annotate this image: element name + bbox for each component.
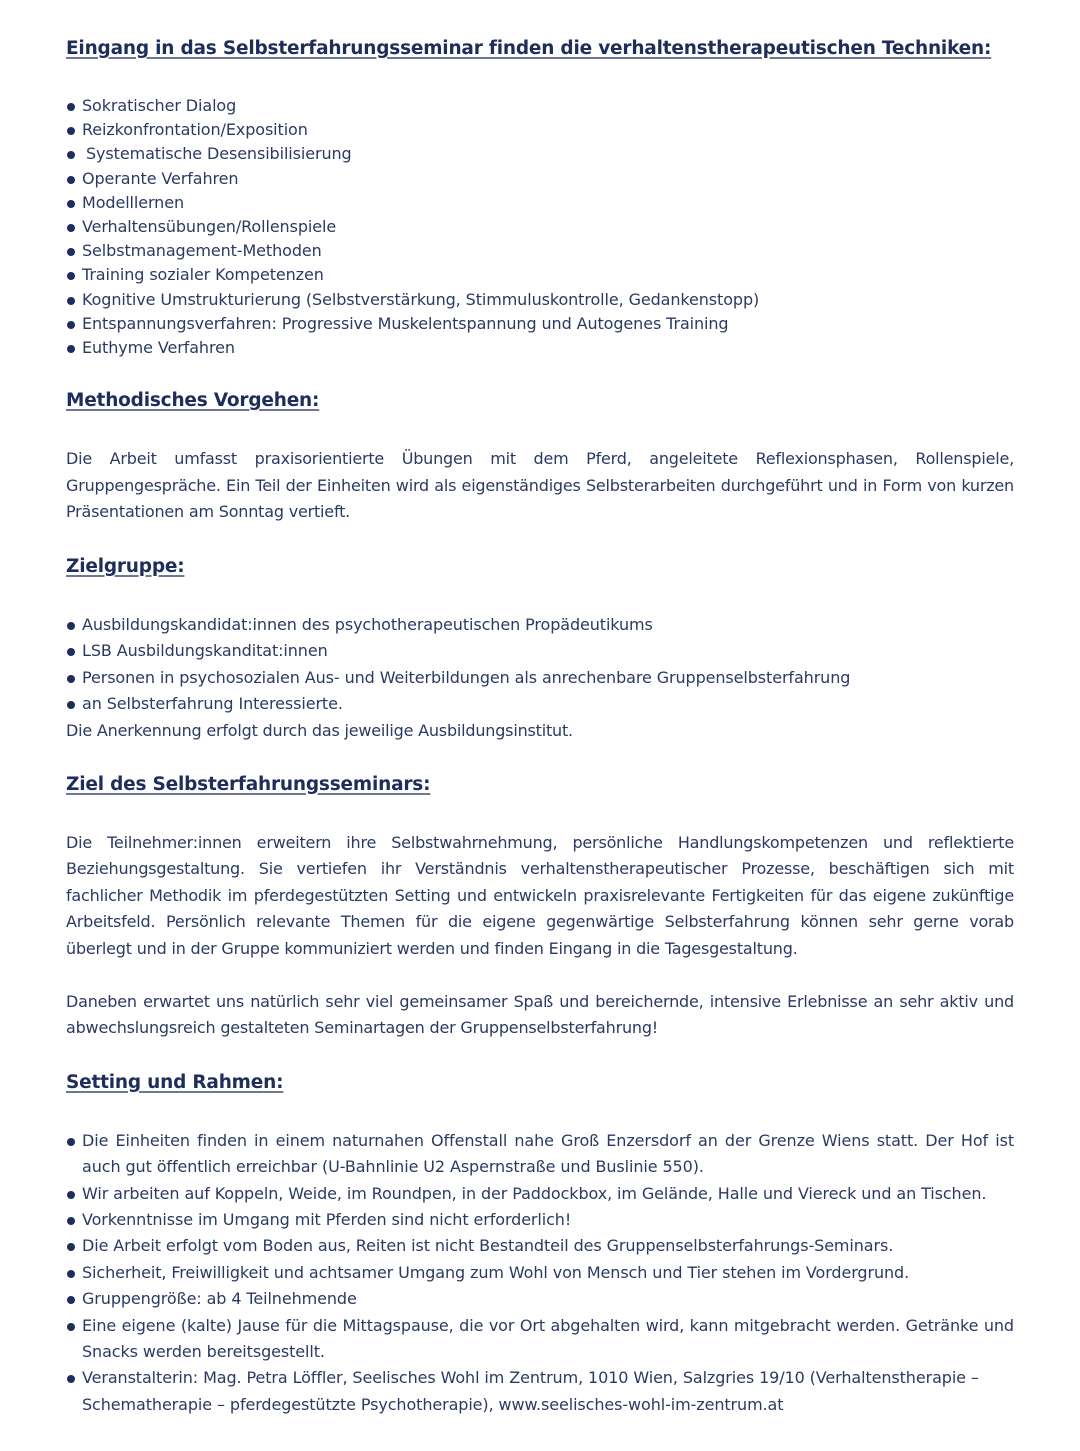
list-item: Reizkonfrontation/Exposition [66,118,1014,142]
list-item: Ausbildungskandidat:innen des psychotherapeutischen Propädeutikums [66,612,1014,638]
list-item: Veranstalterin: Mag. Petra Löffler, Seelisches Wohl im Zentrum, 1010 Wien, Salzgries 19/10 (Verhaltenstherapie – Schematherapie – pferdegestützte Psychotherapie), www.seelisches-wohl-im-zentrum.at [66,1365,1014,1418]
target-group-list [66,612,1014,718]
list-item: Kognitive Umstrukturierung (Selbstverstärkung, Stimmuluskontrolle, Gedankenstopp) [66,288,1014,312]
list-item: Operante Verfahren [66,167,1014,191]
list-item: Sokratischer Dialog [66,94,1014,118]
list-item: Wir arbeiten auf Koppeln, Weide, im Roundpen, in der Paddockbox, im Gelände, Halle und Viereck und an Tischen. [66,1181,1014,1207]
list-item: Systematische Desensibilisierung [66,142,1014,166]
section-techniques [66,34,1014,360]
section-heading: Ziel des Selbsterfahrungsseminars: [66,773,431,795]
list-item: Modelllernen [66,191,1014,215]
recognition-note: Die Anerkennung erfolgt durch das jeweilige Ausbildungsinstitut. [66,720,573,740]
section-method [66,386,1014,526]
list-item: Die Arbeit erfolgt vom Boden aus, Reiten ist nicht Bestandteil des Gruppenselbsterfahrungs-Seminars. [66,1233,1014,1259]
fun-paragraph: Daneben erwartet uns natürlich sehr viel gemeinsamer Spaß und bereichernde, intensive Erlebnisse an sehr aktiv und abwechslungsreich gestalteten Seminartagen der Gruppenselbsterfahrung! [66,991,1014,1038]
method-paragraph: Die Arbeit umfasst praxisorientierte Übungen mit dem Pferd, angeleitete Reflexionsphasen, Rollenspiele, Gruppengespräche. Ein Teil der Einheiten wird als eigenständiges Selbsterarbeiten durchgeführt und in Form von kurzen Präsentationen am Sonntag vertieft. [66,449,1014,522]
list-item: Eine eigene (kalte) Jause für die Mittagspause, die vor Ort abgehalten wird, kann mitgebracht werden. Getränke und Snacks werden bereitsgestellt. [66,1313,1014,1366]
goal-paragraph: Die Teilnehmer:innen erweitern ihre Selbstwahrnehmung, persönliche Handlungskompetenzen und reflektierte Beziehungsgestaltung. Sie vertiefen ihr Verständnis verhaltenstherapeutischer Prozesse, beschäftigen sich mit fachlicher Methodik im pferdegestützten Setting und entwickeln praxisrelevante Fertigkeiten für das eigene zukünftige Arbeitsfeld. Persönlich relevante Themen für die eigene gegenwärtige Selbsterfahrung können sehr gerne vorab überlegt und in der Gruppe kommuniziert werden und finden Eingang in die Tagesgestaltung. [66,832,1014,959]
list-item: Sicherheit, Freiwilligkeit und achtsamer Umgang zum Wohl von Mensch und Tier stehen im Vordergrund. [66,1260,1014,1286]
section-setting [66,1068,1014,1418]
list-item: Vorkenntnisse im Umgang mit Pferden sind nicht erforderlich! [66,1207,1014,1233]
list-item: an Selbsterfahrung Interessierte. [66,691,1014,717]
list-item: Die Einheiten finden in einem naturnahen Offenstall nahe Groß Enzersdorf an der Grenze Wiens statt. Der Hof ist auch gut öffentlich erreichbar (U-Bahnlinie U2 Aspernstraße und Buslinie 550). [66,1128,1014,1181]
list-item: Verhaltensübungen/Rollenspiele [66,215,1014,239]
section-goal [66,770,1014,1042]
list-item: Training sozialer Kompetenzen [66,263,1014,287]
section-heading: Eingang in das Selbsterfahrungsseminar finden die verhaltenstherapeutischen Techniken: [66,38,992,59]
techniques-list [66,94,1014,360]
section-heading: Methodisches Vorgehen: [66,390,320,412]
section-heading: Zielgruppe: [66,556,185,578]
list-item: Euthyme Verfahren [66,336,1014,360]
list-item: LSB Ausbildungskanditat:innen [66,638,1014,664]
list-item: Gruppengröße: ab 4 Teilnehmende [66,1286,1014,1312]
section-target-group [66,552,1014,744]
list-item: Entspannungsverfahren: Progressive Muskelentspannung und Autogenes Training [66,312,1014,336]
setting-list [66,1128,1014,1418]
list-item: Selbstmanagement-Methoden [66,239,1014,263]
section-heading: Setting und Rahmen: [66,1071,284,1093]
list-item: Personen in psychosozialen Aus- und Weiterbildungen als anrechenbare Gruppenselbsterfahrung [66,665,1014,691]
